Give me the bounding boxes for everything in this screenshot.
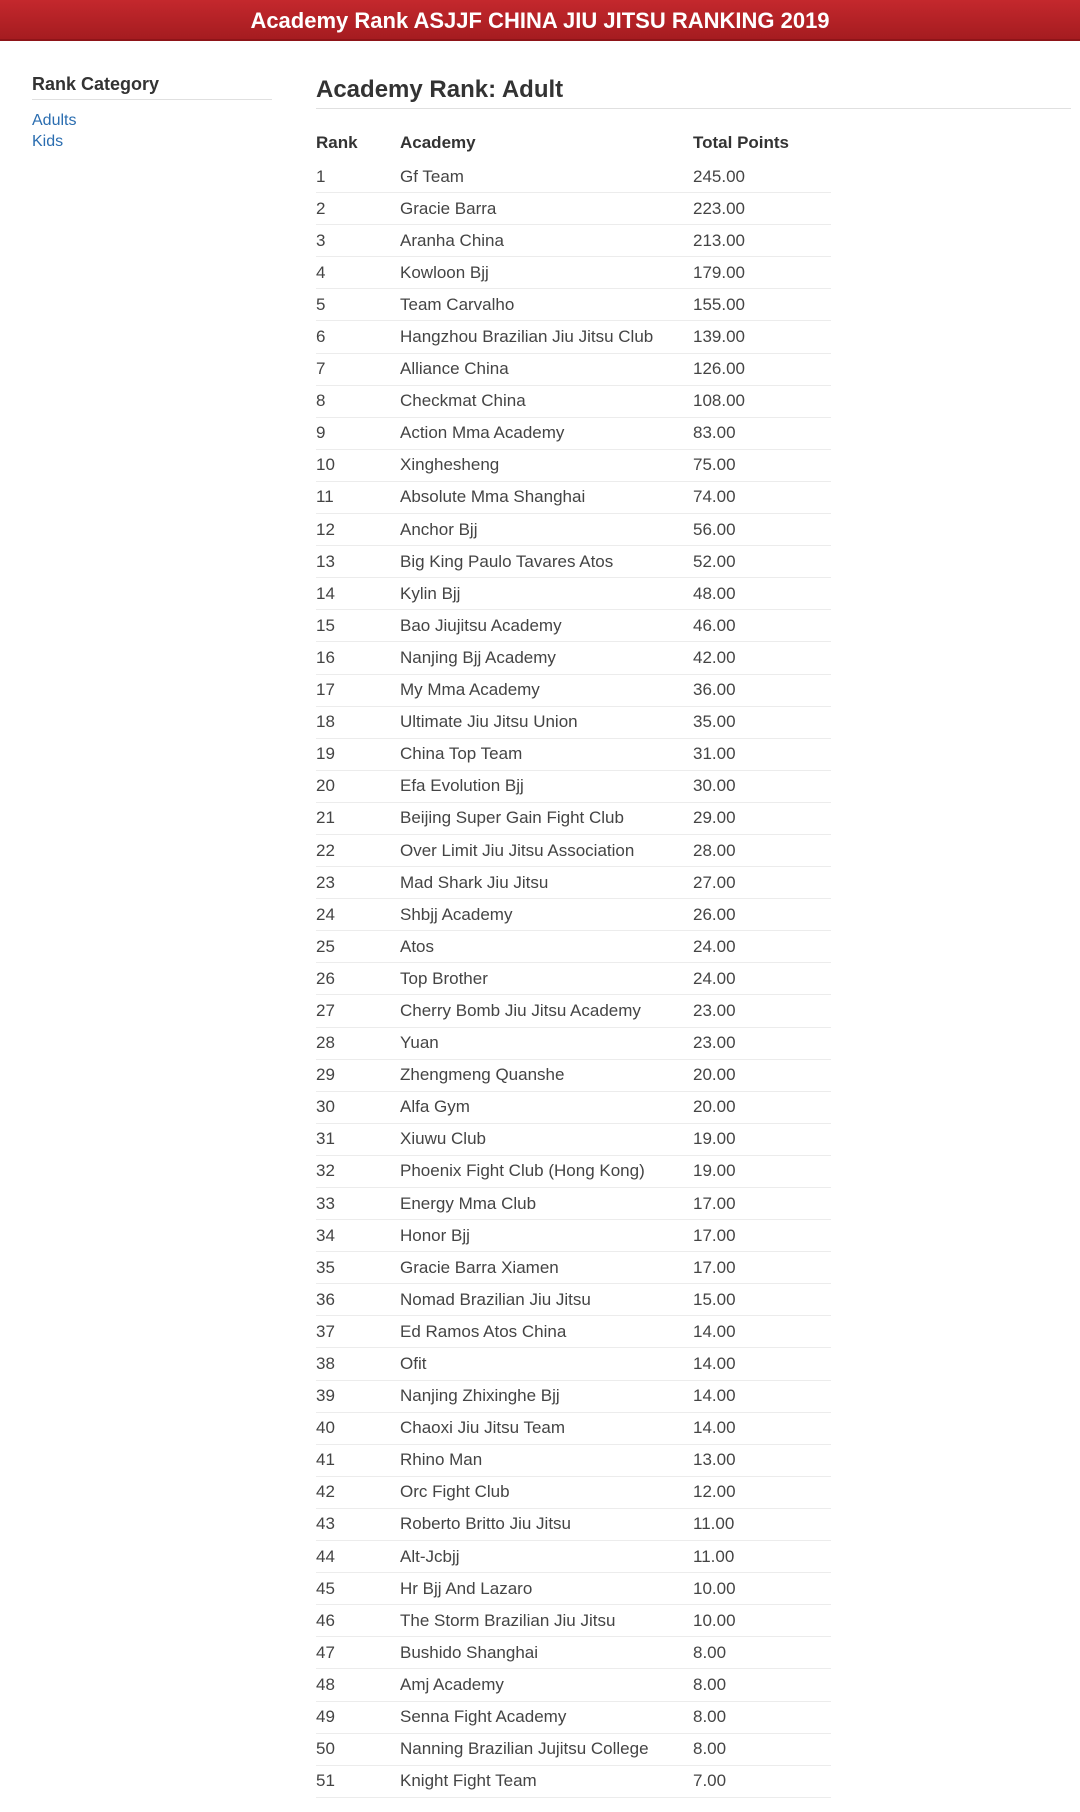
academy-cell: Top Brother [400,963,693,995]
academy-cell: Senna Fight Academy [400,1701,693,1733]
academy-cell: Mad Shark Jiu Jitsu [400,867,693,899]
sidebar-title: Rank Category [32,74,272,100]
rank-cell: 21 [316,802,400,834]
rank-cell: 27 [316,995,400,1027]
table-row [316,1669,831,1701]
points-cell: 139.00 [693,321,831,353]
rank-cell: 23 [316,867,400,899]
rank-cell: 19 [316,738,400,770]
rank-cell: 2 [316,193,400,225]
points-cell: 11.00 [693,1541,831,1573]
page-title: Academy Rank: Adult [316,76,1071,109]
points-cell: 10.00 [693,1605,831,1637]
rank-cell: 31 [316,1123,400,1155]
rank-cell: 22 [316,834,400,866]
rank-cell: 38 [316,1348,400,1380]
table-row [316,1765,831,1797]
rank-cell: 9 [316,417,400,449]
academy-cell: Team Carvalho [400,289,693,321]
academy-cell: The Storm Brazilian Jiu Jitsu [400,1605,693,1637]
table-row [316,1091,831,1123]
academy-cell: Phoenix Fight Club (Hong Kong) [400,1155,693,1187]
academy-cell: Efa Evolution Bjj [400,770,693,802]
academy-cell: Anchor Bjj [400,514,693,546]
academy-cell: Nanjing Zhixinghe Bjj [400,1380,693,1412]
points-cell: 13.00 [693,1444,831,1476]
rank-cell: 12 [316,514,400,546]
table-row [316,1444,831,1476]
academy-cell: Hr Bjj And Lazaro [400,1573,693,1605]
rank-cell: 30 [316,1091,400,1123]
points-cell: 10.00 [693,1573,831,1605]
academy-cell: Gracie Barra Xiamen [400,1252,693,1284]
rank-cell: 40 [316,1412,400,1444]
table-row [316,899,831,931]
rank-cell: 42 [316,1476,400,1508]
points-cell: 26.00 [693,899,831,931]
rank-cell: 15 [316,610,400,642]
table-row [316,1541,831,1573]
points-cell: 179.00 [693,257,831,289]
table-row [316,1412,831,1444]
rank-cell: 4 [316,257,400,289]
table-row [316,1476,831,1508]
academy-cell: Shbjj Academy [400,899,693,931]
table-row [316,417,831,449]
rank-cell: 50 [316,1733,400,1765]
rank-cell: 18 [316,706,400,738]
points-cell: 7.00 [693,1765,831,1797]
table-row [316,1733,831,1765]
academy-cell: Checkmat China [400,385,693,417]
academy-cell: Nanjing Bjj Academy [400,642,693,674]
points-cell: 14.00 [693,1348,831,1380]
points-cell: 14.00 [693,1380,831,1412]
table-row [316,931,831,963]
academy-cell: Alfa Gym [400,1091,693,1123]
academy-cell: Nanning Brazilian Jujitsu College [400,1733,693,1765]
table-row [316,1637,831,1669]
academy-cell: Yuan [400,1027,693,1059]
points-cell: 42.00 [693,642,831,674]
academy-cell: Gf Team [400,161,693,193]
rank-cell: 39 [316,1380,400,1412]
academy-cell: Orc Fight Club [400,1476,693,1508]
rank-cell: 29 [316,1059,400,1091]
academy-cell: Over Limit Jiu Jitsu Association [400,834,693,866]
academy-cell: China Top Team [400,738,693,770]
sidebar [32,74,272,152]
academy-cell: Bao Jiujitsu Academy [400,610,693,642]
points-cell: 48.00 [693,578,831,610]
rank-cell: 16 [316,642,400,674]
table-row [316,1252,831,1284]
points-cell: 15.00 [693,1284,831,1316]
academy-cell: Xiuwu Club [400,1123,693,1155]
rank-cell: 26 [316,963,400,995]
academy-cell: Ed Ramos Atos China [400,1316,693,1348]
points-cell: 20.00 [693,1059,831,1091]
table-row [316,353,831,385]
rank-cell: 51 [316,1765,400,1797]
academy-cell: Kowloon Bjj [400,257,693,289]
table-row [316,1027,831,1059]
rank-cell: 25 [316,931,400,963]
points-cell: 14.00 [693,1316,831,1348]
academy-cell: My Mma Academy [400,674,693,706]
points-cell: 12.00 [693,1476,831,1508]
table-row [316,706,831,738]
table-row [316,1220,831,1252]
table-row [316,1316,831,1348]
column-header-academy: Academy [400,133,476,152]
points-cell: 36.00 [693,674,831,706]
column-header-total-points: Total Points [693,133,790,152]
rank-cell: 36 [316,1284,400,1316]
table-row [316,1701,831,1733]
points-cell: 8.00 [693,1669,831,1701]
points-cell: 23.00 [693,1027,831,1059]
academy-cell: Amj Academy [400,1669,693,1701]
rank-cell: 1 [316,161,400,193]
academy-cell: Honor Bjj [400,1220,693,1252]
table-row [316,1508,831,1540]
rank-cell: 46 [316,1605,400,1637]
rank-cell: 41 [316,1444,400,1476]
points-cell: 14.00 [693,1412,831,1444]
academy-cell: Kylin Bjj [400,578,693,610]
rank-cell: 49 [316,1701,400,1733]
academy-cell: Chaoxi Jiu Jitsu Team [400,1412,693,1444]
table-row [316,1059,831,1091]
table-row [316,995,831,1027]
table-row [316,738,831,770]
table-row [316,546,831,578]
rank-cell: 48 [316,1669,400,1701]
academy-cell: Ultimate Jiu Jitsu Union [400,706,693,738]
table-row [316,225,831,257]
academy-cell: Bushido Shanghai [400,1637,693,1669]
table-row [316,161,831,193]
academy-cell: Hangzhou Brazilian Jiu Jitsu Club [400,321,693,353]
table-row [316,481,831,513]
table-row [316,385,831,417]
table-row [316,674,831,706]
academy-cell: Absolute Mma Shanghai [400,481,693,513]
column-header-rank: Rank [316,133,358,152]
rank-cell: 47 [316,1637,400,1669]
points-cell: 35.00 [693,706,831,738]
rank-cell: 10 [316,449,400,481]
rank-cell: 37 [316,1316,400,1348]
table-row [316,321,831,353]
rank-cell: 44 [316,1541,400,1573]
points-cell: 8.00 [693,1733,831,1765]
academy-cell: Action Mma Academy [400,417,693,449]
points-cell: 52.00 [693,546,831,578]
points-cell: 108.00 [693,385,831,417]
points-cell: 17.00 [693,1252,831,1284]
table-body [316,161,831,1797]
rank-cell: 34 [316,1220,400,1252]
points-cell: 29.00 [693,802,831,834]
table-row [316,449,831,481]
banner-title: Academy Rank ASJJF CHINA JIU JITSU RANKING 2019 [250,8,830,33]
page-banner [0,0,1080,41]
rank-cell: 14 [316,578,400,610]
points-cell: 8.00 [693,1701,831,1733]
table-row [316,578,831,610]
academy-cell: Energy Mma Club [400,1188,693,1220]
academy-cell: Ofit [400,1348,693,1380]
rank-cell: 7 [316,353,400,385]
rank-cell: 3 [316,225,400,257]
academy-cell: Gracie Barra [400,193,693,225]
rank-cell: 35 [316,1252,400,1284]
table-row [316,1348,831,1380]
table-row [316,1380,831,1412]
points-cell: 20.00 [693,1091,831,1123]
table-row [316,1284,831,1316]
table-row [316,610,831,642]
academy-cell: Aranha China [400,225,693,257]
table-row [316,257,831,289]
points-cell: 74.00 [693,481,831,513]
points-cell: 11.00 [693,1508,831,1540]
academy-cell: Rhino Man [400,1444,693,1476]
rank-cell: 17 [316,674,400,706]
academy-cell: Big King Paulo Tavares Atos [400,546,693,578]
rank-cell: 32 [316,1155,400,1187]
points-cell: 46.00 [693,610,831,642]
points-cell: 24.00 [693,963,831,995]
points-cell: 30.00 [693,770,831,802]
main-content [316,76,1071,1798]
academy-cell: Alt-Jcbjj [400,1541,693,1573]
points-cell: 223.00 [693,193,831,225]
points-cell: 23.00 [693,995,831,1027]
points-cell: 19.00 [693,1155,831,1187]
table-row [316,1155,831,1187]
table-row [316,963,831,995]
sidebar-link-adults[interactable]: Adults [32,112,77,129]
rank-cell: 11 [316,481,400,513]
table-row [316,514,831,546]
academy-cell: Knight Fight Team [400,1765,693,1797]
points-cell: 155.00 [693,289,831,321]
points-cell: 56.00 [693,514,831,546]
table-row [316,289,831,321]
table-row [316,1573,831,1605]
table-row [316,802,831,834]
table-row [316,1605,831,1637]
points-cell: 83.00 [693,417,831,449]
academy-cell: Alliance China [400,353,693,385]
rank-cell: 5 [316,289,400,321]
table-row [316,1188,831,1220]
points-cell: 75.00 [693,449,831,481]
points-cell: 213.00 [693,225,831,257]
table-row [316,1123,831,1155]
points-cell: 8.00 [693,1637,831,1669]
rank-cell: 8 [316,385,400,417]
academy-cell: Beijing Super Gain Fight Club [400,802,693,834]
academy-cell: Nomad Brazilian Jiu Jitsu [400,1284,693,1316]
rank-cell: 13 [316,546,400,578]
points-cell: 27.00 [693,867,831,899]
table-row [316,770,831,802]
rank-cell: 43 [316,1508,400,1540]
rank-cell: 20 [316,770,400,802]
points-cell: 28.00 [693,834,831,866]
table-row [316,642,831,674]
points-cell: 19.00 [693,1123,831,1155]
rank-cell: 33 [316,1188,400,1220]
points-cell: 24.00 [693,931,831,963]
points-cell: 17.00 [693,1220,831,1252]
points-cell: 31.00 [693,738,831,770]
points-cell: 245.00 [693,161,831,193]
academy-cell: Zhengmeng Quanshe [400,1059,693,1091]
table-row [316,867,831,899]
points-cell: 126.00 [693,353,831,385]
points-cell: 17.00 [693,1188,831,1220]
rank-cell: 45 [316,1573,400,1605]
academy-cell: Xinghesheng [400,449,693,481]
academy-cell: Cherry Bomb Jiu Jitsu Academy [400,995,693,1027]
rank-cell: 28 [316,1027,400,1059]
academy-cell: Atos [400,931,693,963]
academy-cell: Roberto Britto Jiu Jitsu [400,1508,693,1540]
sidebar-link-kids[interactable]: Kids [32,133,64,150]
ranking-table [316,125,831,1798]
rank-cell: 24 [316,899,400,931]
table-header-row [316,125,831,161]
table-row [316,834,831,866]
rank-cell: 6 [316,321,400,353]
table-row [316,193,831,225]
